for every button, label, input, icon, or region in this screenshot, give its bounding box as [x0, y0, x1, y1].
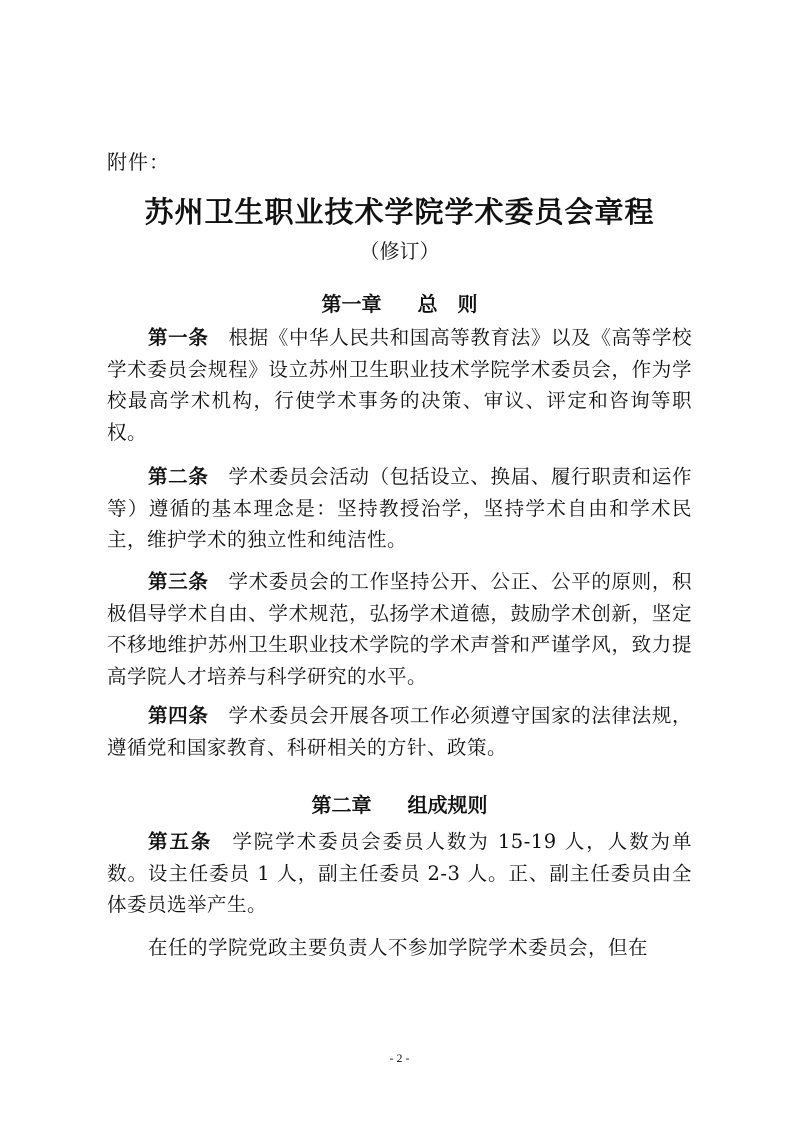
- document-subtitle: （修订）: [359, 239, 440, 263]
- attachment-label: 附件：: [107, 150, 170, 174]
- article-4: [107, 700, 692, 763]
- continuation-paragraph: 在任的学院党政主要负责人不参加学院学术委员会，但在: [148, 936, 649, 959]
- article-label: 第一条: [148, 326, 209, 349]
- article-label: 第五条: [148, 830, 213, 853]
- article-text: 学术委员会开展各项工作必须遵守国家的法律法规，遵循党和国家教育、科研相关的方针、政策。: [107, 704, 692, 759]
- article-text: 学术委员会的工作坚持公开、公正、公平的原则，积极倡导学术自由、学术规范，弘扬学术道德，鼓励学术创新，坚定不移地维护苏州卫生职业技术学院的学术声誉和严谨学风，致力提高学院人才培养与科学研究的水平。: [107, 570, 692, 688]
- document-title: 苏州卫生职业技术学院学术委员会章程: [144, 195, 655, 229]
- article-text: 学院学术委员会委员人数为 15-19 人，人数为单数。设主任委员 1 人，副主任委员 2-3 人。正、副主任委员由全体委员选举产生。: [107, 830, 692, 916]
- article-label: 第三条: [148, 570, 209, 593]
- chapter-2-number: 第二章: [311, 793, 372, 817]
- article-1: [107, 322, 692, 448]
- article-3: [107, 566, 692, 692]
- chapter-1-heading: [0, 288, 799, 317]
- article-2: [107, 461, 692, 556]
- chapter-2-heading: [0, 789, 799, 818]
- article-label: 第二条: [148, 465, 209, 488]
- article-label: 第四条: [148, 704, 209, 727]
- article-text: 学术委员会活动（包括设立、换届、履行职责和运作等）遵循的基本理念是：坚持教授治学，坚持学术自由和学术民主，维护学术的独立性和纯洁性。: [107, 465, 692, 551]
- article-5: [107, 826, 692, 921]
- page-number: - 2 -: [389, 1051, 410, 1065]
- chapter-1-number: 第一章: [321, 292, 382, 316]
- article-text: 根据《中华人民共和国高等教育法》以及《高等学校学术委员会规程》设立苏州卫生职业技术学院学术委员会，作为学校最高学术机构，行使学术事务的决策、审议、评定和咨询等职权。: [107, 326, 692, 444]
- chapter-2-name: 组成规则: [407, 793, 488, 817]
- chapter-1-name: 总 则: [417, 292, 478, 316]
